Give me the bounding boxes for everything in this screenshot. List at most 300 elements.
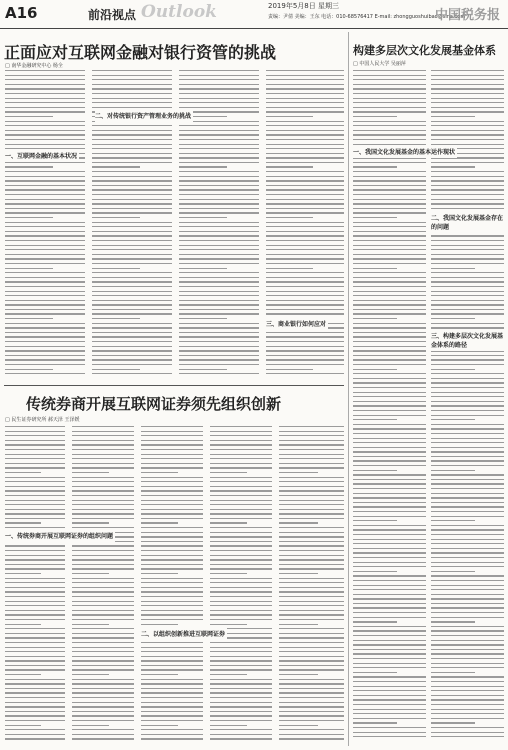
article2-column — [72, 426, 134, 746]
text-line — [210, 715, 272, 716]
text-line — [431, 410, 504, 411]
text-line — [279, 706, 344, 707]
text-line — [92, 318, 140, 319]
page-number: A16 — [5, 4, 38, 22]
text-line — [279, 610, 344, 611]
text-line — [210, 527, 272, 528]
text-line — [266, 286, 344, 287]
text-line — [72, 467, 134, 468]
text-line — [210, 532, 272, 533]
text-line — [431, 424, 504, 425]
text-line — [5, 263, 85, 264]
text-line — [179, 245, 259, 246]
text-line — [5, 226, 85, 227]
text-line — [179, 359, 259, 360]
text-line — [353, 428, 426, 429]
text-line — [431, 626, 504, 627]
text-line — [431, 562, 504, 563]
text-line — [179, 107, 259, 108]
text-line — [92, 194, 172, 195]
text-line — [353, 598, 426, 599]
text-line — [431, 428, 504, 429]
text-line — [72, 683, 134, 684]
text-line — [431, 722, 475, 723]
text-line — [431, 525, 504, 526]
text-line — [179, 93, 259, 94]
text-line — [5, 98, 85, 99]
text-line — [92, 180, 172, 181]
text-line — [279, 500, 344, 501]
text-line — [179, 346, 259, 347]
text-line — [72, 692, 134, 693]
article2-column — [5, 426, 65, 746]
text-line — [353, 121, 426, 122]
text-line — [210, 674, 247, 675]
text-line — [431, 171, 504, 172]
text-line — [5, 346, 85, 347]
text-line — [5, 350, 85, 351]
text-line — [279, 495, 344, 496]
text-line — [431, 704, 504, 705]
text-line — [5, 125, 85, 126]
text-line — [5, 70, 85, 71]
text-line — [72, 720, 134, 721]
text-line — [353, 359, 426, 360]
text-line — [179, 336, 259, 337]
text-line — [431, 571, 475, 572]
text-line — [266, 157, 344, 158]
text-line — [353, 727, 426, 728]
text-line — [279, 472, 318, 473]
text-line — [141, 734, 203, 735]
text-line — [266, 263, 344, 264]
text-line — [141, 601, 203, 602]
text-line — [5, 738, 65, 739]
text-line — [279, 591, 344, 592]
text-line — [5, 162, 85, 163]
text-line — [279, 454, 344, 455]
text-line — [266, 268, 313, 269]
text-line — [353, 585, 426, 586]
text-line — [72, 642, 134, 643]
text-line — [5, 711, 65, 712]
text-line — [279, 522, 318, 523]
text-line — [353, 686, 426, 687]
text-line — [5, 212, 85, 213]
text-line — [5, 467, 65, 468]
text-line — [179, 295, 259, 296]
text-line — [5, 323, 85, 324]
text-line — [266, 203, 344, 204]
text-line — [5, 426, 65, 427]
text-line — [353, 111, 426, 112]
text-line — [72, 490, 134, 491]
text-line — [92, 355, 172, 356]
text-line — [5, 642, 65, 643]
text-line — [92, 304, 172, 305]
text-line — [141, 605, 203, 606]
text-line — [210, 495, 272, 496]
text-line — [279, 614, 344, 615]
text-line — [179, 139, 259, 140]
text-line — [72, 568, 134, 569]
text-line — [431, 502, 504, 503]
text-line — [279, 683, 344, 684]
text-line — [5, 720, 65, 721]
text-line — [5, 93, 85, 94]
text-line — [92, 249, 172, 250]
text-line — [210, 522, 247, 523]
text-line — [92, 231, 172, 232]
text-line — [353, 405, 426, 406]
text-line — [179, 327, 259, 328]
text-line — [353, 580, 426, 581]
text-line — [5, 527, 65, 528]
text-line — [279, 665, 344, 666]
text-line — [266, 116, 313, 117]
text-line — [72, 504, 134, 505]
text-line — [5, 674, 41, 675]
text-line — [210, 587, 272, 588]
text-line — [5, 573, 41, 574]
text-line — [210, 490, 272, 491]
text-line — [431, 300, 504, 301]
text-line — [353, 369, 397, 370]
text-line — [210, 500, 272, 501]
text-line — [179, 309, 259, 310]
text-line — [431, 130, 504, 131]
text-line — [431, 663, 504, 664]
text-line — [266, 217, 313, 218]
text-line — [431, 667, 504, 668]
text-line — [431, 277, 504, 278]
text-line — [353, 373, 426, 374]
text-line — [353, 180, 426, 181]
text-line — [431, 79, 504, 80]
text-line — [210, 679, 272, 680]
text-line — [210, 642, 272, 643]
text-line — [266, 355, 344, 356]
text-line — [431, 451, 504, 452]
text-line — [431, 649, 504, 650]
text-line — [210, 738, 272, 739]
text-line — [266, 332, 344, 333]
text-line — [431, 557, 504, 558]
text-line — [92, 263, 172, 264]
text-line — [353, 226, 426, 227]
text-line — [266, 98, 344, 99]
text-line — [5, 578, 65, 579]
text-line — [266, 134, 344, 135]
text-line — [279, 605, 344, 606]
text-line — [210, 656, 272, 657]
text-line — [5, 725, 41, 726]
text-line — [141, 591, 203, 592]
text-line — [72, 633, 134, 634]
text-line — [210, 619, 272, 620]
article1-headline: 正面应对互联网金融对银行资管的挑战 — [4, 43, 277, 62]
text-line — [5, 715, 65, 716]
text-line — [431, 699, 504, 700]
text-line — [279, 435, 344, 436]
text-line — [72, 550, 134, 551]
text-line — [431, 594, 504, 595]
text-line — [353, 722, 397, 723]
text-line — [92, 295, 172, 296]
text-line — [431, 369, 475, 370]
text-line — [210, 431, 272, 432]
text-line — [353, 300, 426, 301]
text-line — [92, 313, 172, 314]
text-line — [353, 732, 426, 733]
text-line — [141, 596, 203, 597]
text-line — [353, 125, 426, 126]
article3-column — [431, 70, 504, 746]
text-line — [210, 435, 272, 436]
text-line — [5, 249, 85, 250]
text-line — [353, 139, 426, 140]
text-line — [353, 607, 426, 608]
text-line — [431, 438, 504, 439]
text-line — [210, 504, 272, 505]
text-line — [210, 624, 247, 625]
text-line — [92, 350, 172, 351]
text-line — [141, 545, 203, 546]
text-line — [179, 281, 259, 282]
text-line — [141, 486, 203, 487]
text-line — [353, 690, 426, 691]
text-line — [353, 162, 426, 163]
text-line — [279, 725, 318, 726]
text-line — [72, 715, 134, 716]
text-line — [5, 373, 85, 374]
text-line — [141, 458, 203, 459]
text-line — [353, 346, 426, 347]
text-line — [141, 679, 203, 680]
editor-credits: 责编：尹倩 美编：王东 电话：010-68576417 E-mail: zhongguoshuibao@sina.com — [268, 14, 466, 20]
text-line — [5, 364, 85, 365]
article2-subhead: 二、以组织创新推进互联网证券 — [141, 628, 227, 640]
text-line — [92, 148, 172, 149]
text-line — [179, 199, 259, 200]
article1-subhead: 三、商业银行如何应对 — [266, 318, 328, 330]
text-line — [353, 341, 426, 342]
text-line — [266, 130, 344, 131]
text-line — [5, 628, 65, 629]
text-line — [353, 424, 426, 425]
text-line — [5, 166, 53, 167]
text-line — [431, 415, 504, 416]
text-line — [5, 121, 85, 122]
text-line — [431, 392, 504, 393]
text-line — [5, 454, 65, 455]
text-line — [279, 518, 344, 519]
text-line — [5, 134, 85, 135]
text-line — [266, 359, 344, 360]
text-line — [279, 729, 344, 730]
text-line — [431, 258, 504, 259]
text-line — [353, 79, 426, 80]
text-line — [431, 327, 504, 328]
text-line — [72, 665, 134, 666]
section-english: Outlook — [141, 2, 217, 22]
text-line — [431, 580, 504, 581]
text-line — [431, 483, 504, 484]
text-line — [141, 692, 203, 693]
text-line — [353, 621, 397, 622]
text-line — [141, 715, 203, 716]
text-line — [5, 231, 85, 232]
text-line — [266, 281, 344, 282]
text-line — [431, 630, 504, 631]
text-line — [72, 440, 134, 441]
text-line — [5, 688, 65, 689]
newspaper-logo: 中国税务报 — [434, 8, 500, 23]
text-line — [141, 509, 203, 510]
text-line — [353, 529, 426, 530]
text-line — [92, 369, 140, 370]
text-line — [353, 410, 426, 411]
text-line — [72, 582, 134, 583]
text-line — [353, 566, 426, 567]
text-line — [72, 738, 134, 739]
text-line — [92, 125, 172, 126]
text-line — [279, 656, 344, 657]
text-line — [92, 102, 172, 103]
text-line — [431, 612, 504, 613]
text-line — [210, 472, 247, 473]
text-line — [266, 341, 344, 342]
text-line — [72, 431, 134, 432]
text-line — [5, 84, 85, 85]
text-line — [72, 605, 134, 606]
text-line — [279, 688, 344, 689]
text-line — [279, 601, 344, 602]
text-line — [353, 212, 426, 213]
text-line — [279, 619, 344, 620]
text-line — [431, 644, 504, 645]
text-line — [279, 504, 344, 505]
text-line — [431, 552, 504, 553]
article1-column — [266, 70, 344, 380]
text-line — [431, 690, 504, 691]
text-line — [179, 286, 259, 287]
text-line — [5, 702, 65, 703]
text-line — [353, 699, 426, 700]
text-line — [179, 166, 227, 167]
text-line — [431, 291, 504, 292]
text-line — [72, 495, 134, 496]
text-line — [266, 369, 313, 370]
text-line — [353, 456, 426, 457]
text-line — [266, 313, 344, 314]
text-line — [92, 240, 172, 241]
text-line — [431, 607, 504, 608]
text-line — [141, 536, 203, 537]
text-line — [266, 194, 344, 195]
text-line — [279, 431, 344, 432]
text-line — [141, 610, 203, 611]
text-line — [72, 522, 109, 523]
text-line — [5, 458, 65, 459]
text-line — [210, 720, 272, 721]
text-line — [431, 474, 504, 475]
text-line — [210, 513, 272, 514]
text-line — [353, 571, 397, 572]
text-line — [5, 341, 85, 342]
text-line — [5, 217, 53, 218]
article1-subhead: 一、互联网金融的基本状况 — [5, 150, 79, 162]
text-line — [210, 426, 272, 427]
text-line — [431, 134, 504, 135]
text-line — [92, 185, 172, 186]
text-line — [210, 697, 272, 698]
text-line — [5, 176, 85, 177]
article1-subhead: 二、对传统银行资产管理业务的挑战 — [95, 110, 193, 122]
text-line — [353, 557, 426, 558]
text-line — [431, 736, 504, 737]
text-line — [431, 359, 504, 360]
text-line — [353, 401, 426, 402]
issue-date: 2019年5月8日 星期三 — [268, 2, 339, 10]
text-line — [353, 520, 397, 521]
text-line — [179, 144, 259, 145]
text-line — [141, 720, 203, 721]
text-line — [431, 405, 504, 406]
text-line — [353, 217, 397, 218]
text-line — [5, 359, 85, 360]
text-line — [353, 502, 426, 503]
text-line — [353, 364, 426, 365]
text-line — [5, 619, 65, 620]
text-line — [179, 222, 259, 223]
text-line — [210, 647, 272, 648]
text-line — [5, 88, 85, 89]
text-line — [92, 153, 172, 154]
text-line — [353, 525, 426, 526]
text-line — [5, 199, 85, 200]
text-line — [266, 139, 344, 140]
text-line — [431, 84, 504, 85]
text-line — [431, 419, 475, 420]
text-line — [92, 341, 172, 342]
text-line — [141, 642, 203, 643]
text-line — [353, 695, 426, 696]
text-line — [210, 591, 272, 592]
text-line — [179, 300, 259, 301]
text-line — [5, 431, 65, 432]
text-line — [266, 162, 344, 163]
text-line — [141, 463, 203, 464]
text-line — [72, 573, 109, 574]
text-line — [179, 369, 227, 370]
text-line — [72, 734, 134, 735]
text-line — [72, 637, 134, 638]
text-line — [92, 277, 172, 278]
text-line — [5, 647, 65, 648]
text-line — [279, 481, 344, 482]
text-line — [179, 350, 259, 351]
text-line — [353, 460, 426, 461]
text-line — [5, 139, 85, 140]
text-line — [179, 313, 259, 314]
text-line — [92, 208, 172, 209]
text-line — [353, 102, 426, 103]
text-line — [266, 309, 344, 310]
text-line — [72, 449, 134, 450]
text-line — [431, 548, 504, 549]
text-line — [5, 327, 85, 328]
